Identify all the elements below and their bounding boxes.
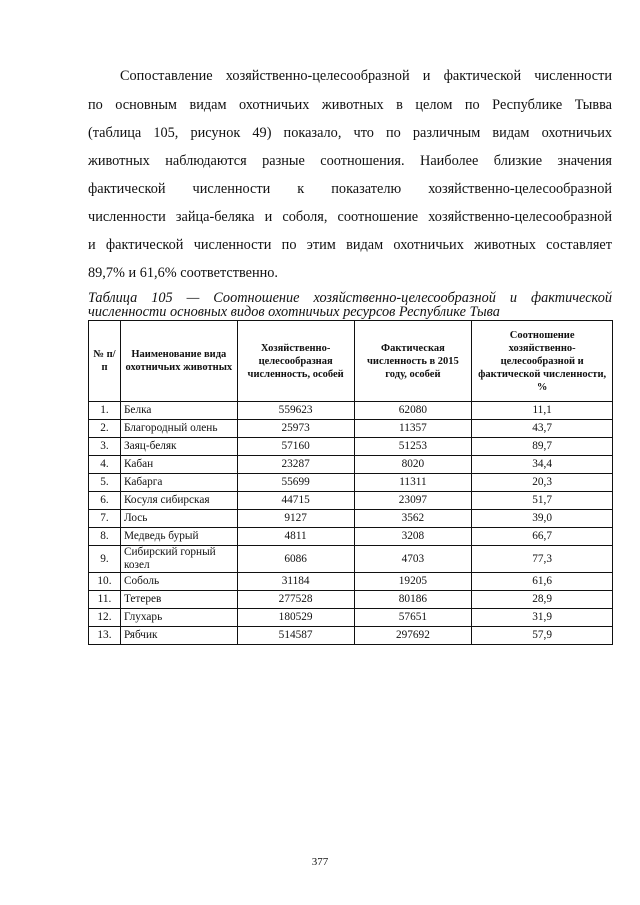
actual-count: 4703 — [354, 546, 472, 573]
table-row — [89, 456, 613, 474]
ratio-percent: 89,7 — [472, 438, 613, 456]
species-name: Благородный олень — [120, 420, 237, 438]
actual-count: 51253 — [354, 438, 472, 456]
species-name: Косуля сибирская — [120, 492, 237, 510]
table-row — [89, 627, 613, 645]
ratio-percent: 51,7 — [472, 492, 613, 510]
table-row — [89, 546, 613, 573]
ratio-percent: 66,7 — [472, 528, 613, 546]
page-number: 377 — [311, 856, 329, 868]
header-ratio: Соотношение хозяйственно-целесообразной и фактической численности, % — [472, 321, 613, 402]
paragraph-line: по основным видам охотничьих животных в целом по Республике Тывва — [88, 97, 612, 113]
paragraph-line: фактической численности к показателю хозяйственно-целесообразной — [88, 181, 612, 197]
row-number: 4. — [89, 456, 121, 474]
header-actual-count: Фактическая численность в 2015 году, особей — [354, 321, 472, 402]
actual-count: 19205 — [354, 573, 472, 591]
ratio-percent: 77,3 — [472, 546, 613, 573]
target-count: 4811 — [237, 528, 354, 546]
species-name: Кабан — [120, 456, 237, 474]
row-number: 6. — [89, 492, 121, 510]
header-species: Наименование вида охотничьих животных — [120, 321, 237, 402]
species-name: Рябчик — [120, 627, 237, 645]
row-number: 3. — [89, 438, 121, 456]
row-number: 8. — [89, 528, 121, 546]
target-count: 25973 — [237, 420, 354, 438]
paragraph-line: животных наблюдаются разные соотношения. Наиболее близкие значения — [88, 153, 612, 169]
ratio-percent: 20,3 — [472, 474, 613, 492]
target-count: 6086 — [237, 546, 354, 573]
actual-count: 80186 — [354, 591, 472, 609]
target-count: 23287 — [237, 456, 354, 474]
ratio-percent: 28,9 — [472, 591, 613, 609]
species-name: Сибирский горный козел — [120, 546, 237, 573]
ratio-percent: 57,9 — [472, 627, 613, 645]
table-row — [89, 510, 613, 528]
ratio-percent: 39,0 — [472, 510, 613, 528]
table-row — [89, 609, 613, 627]
species-name: Белка — [120, 402, 237, 420]
row-number: 13. — [89, 627, 121, 645]
actual-count: 23097 — [354, 492, 472, 510]
row-number: 11. — [89, 591, 121, 609]
ratio-percent: 11,1 — [472, 402, 613, 420]
row-number: 12. — [89, 609, 121, 627]
table-row — [89, 492, 613, 510]
actual-count: 297692 — [354, 627, 472, 645]
paragraph-line: и фактической численности по этим видам охотничьих животных составляет — [88, 237, 612, 253]
target-count: 514587 — [237, 627, 354, 645]
row-number: 7. — [89, 510, 121, 528]
table-row — [89, 420, 613, 438]
ratio-percent: 34,4 — [472, 456, 613, 474]
row-number: 10. — [89, 573, 121, 591]
target-count: 31184 — [237, 573, 354, 591]
target-count: 277528 — [237, 591, 354, 609]
table-row — [89, 573, 613, 591]
actual-count: 62080 — [354, 402, 472, 420]
row-number: 9. — [89, 546, 121, 573]
paragraph-line: (таблица 105, рисунок 49) показало, что по различным видам охотничьих — [88, 125, 612, 141]
species-name: Кабарга — [120, 474, 237, 492]
species-name: Тетерев — [120, 591, 237, 609]
species-name: Глухарь — [120, 609, 237, 627]
target-count: 44715 — [237, 492, 354, 510]
paragraph-line: численности зайца-беляка и соболя, соотношение хозяйственно-целесообразной — [88, 209, 612, 225]
table-caption-line-1: Таблица 105 — Соотношение хозяйственно-целесообразной и фактической — [88, 290, 612, 306]
row-number: 5. — [89, 474, 121, 492]
table-row — [89, 402, 613, 420]
table-row — [89, 591, 613, 609]
target-count: 180529 — [237, 609, 354, 627]
actual-count: 11357 — [354, 420, 472, 438]
target-count: 55699 — [237, 474, 354, 492]
table-row — [89, 528, 613, 546]
target-count: 559623 — [237, 402, 354, 420]
actual-count: 3562 — [354, 510, 472, 528]
target-count: 9127 — [237, 510, 354, 528]
actual-count: 8020 — [354, 456, 472, 474]
table-caption-line-2: численности основных видов охотничьих ресурсов Республике Тыва — [88, 304, 500, 320]
ratio-percent: 31,9 — [472, 609, 613, 627]
species-name: Медведь бурый — [120, 528, 237, 546]
row-number: 1. — [89, 402, 121, 420]
species-name: Лось — [120, 510, 237, 528]
actual-count: 3208 — [354, 528, 472, 546]
target-count: 57160 — [237, 438, 354, 456]
table-row — [89, 474, 613, 492]
actual-count: 57651 — [354, 609, 472, 627]
header-number: № п/п — [89, 321, 121, 402]
ratio-percent: 61,6 — [472, 573, 613, 591]
paragraph-line: Сопоставление хозяйственно-целесообразной и фактической численности — [120, 68, 612, 84]
table-header-row — [89, 321, 613, 402]
actual-count: 11311 — [354, 474, 472, 492]
paragraph-line: 89,7% и 61,6% соответственно. — [88, 265, 278, 281]
data-table — [88, 320, 613, 645]
ratio-percent: 43,7 — [472, 420, 613, 438]
species-name: Соболь — [120, 573, 237, 591]
header-target-count: Хозяйственно-целесообразная численность, особей — [237, 321, 354, 402]
row-number: 2. — [89, 420, 121, 438]
table-row — [89, 438, 613, 456]
species-name: Заяц-беляк — [120, 438, 237, 456]
